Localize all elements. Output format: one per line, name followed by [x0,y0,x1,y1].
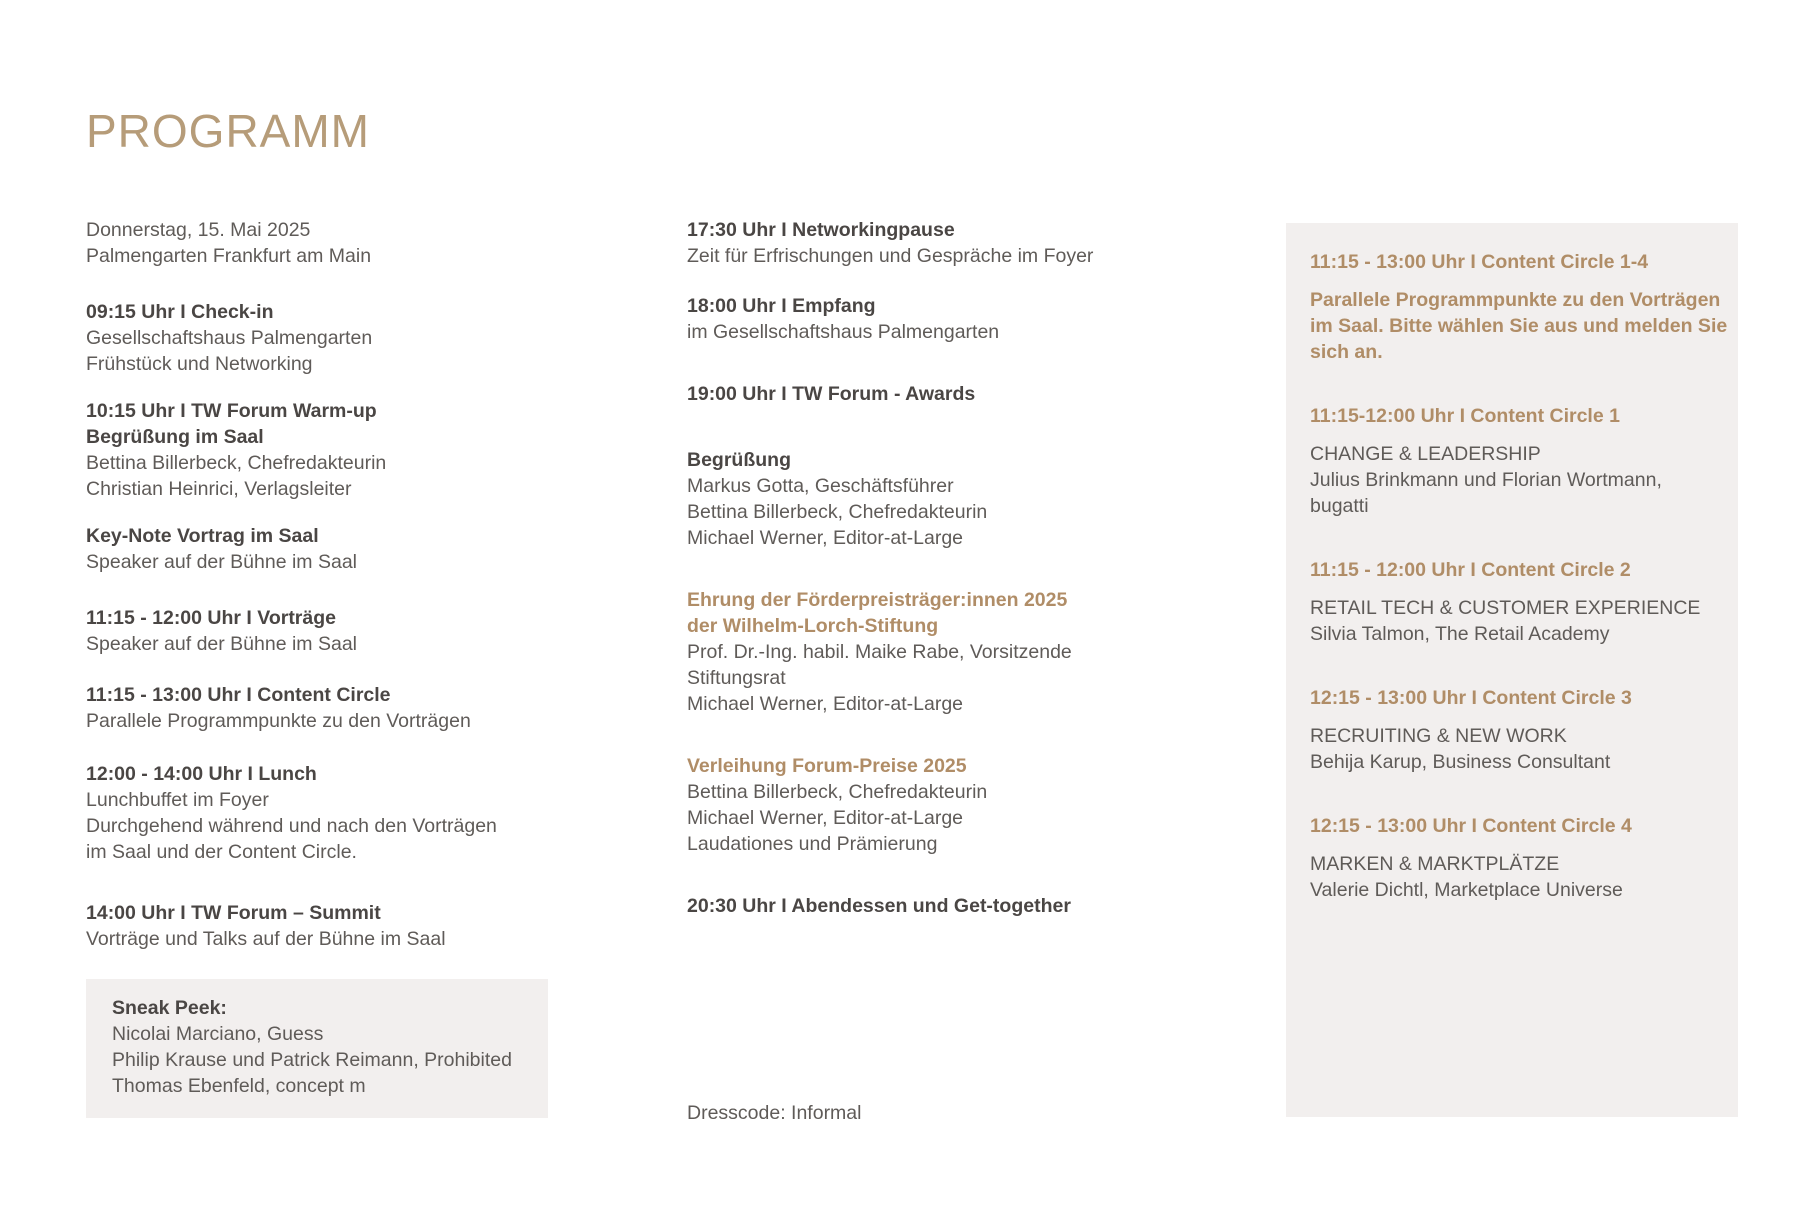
item-line: Christian Heinrici, Verlagsleiter [86,478,352,500]
item-line: Prof. Dr.-Ing. habil. Maike Rabe, Vorsitzende [687,641,1072,663]
sneak-peek-line: Nicolai Marciano, Guess [112,1023,324,1045]
item-line: Michael Werner, Editor-at-Large [687,693,964,715]
item-line: Zeit für Erfrischungen und Gespräche im Foyer [687,245,1094,267]
circle-heading: 11:15-12:00 Uhr I Content Circle 1 [1310,405,1620,427]
item-line: Speaker auf der Bühne im Saal [86,551,358,573]
item-line: Bettina Billerbeck, Chefredakteurin [86,452,387,474]
item-heading: 14:00 Uhr I TW Forum – Summit [86,902,381,924]
program-column-2 [687,217,1247,919]
content-circle-item [1310,557,1714,647]
item-heading: 10:15 Uhr I TW Forum Warm-up [86,400,377,422]
item-line: Frühstück und Networking [86,353,313,375]
content-circle-item [1310,813,1714,903]
item-subheading: Begrüßung im Saal [86,426,264,448]
circle-topic: RECRUITING & NEW WORK [1310,725,1567,747]
dresscode: Dresscode: Informal [687,1102,862,1124]
item-heading: 19:00 Uhr I TW Forum - Awards [687,383,976,405]
content-circle-item [1310,403,1714,519]
program-item [86,900,606,952]
content-circle-intro-heading: 11:15 - 13:00 Uhr I Content Circle 1-4 [1310,251,1649,273]
circle-heading: 12:15 - 13:00 Uhr I Content Circle 3 [1310,687,1632,709]
circle-topic: CHANGE & LEADERSHIP [1310,443,1541,465]
item-line: Vorträge und Talks auf der Bühne im Saal [86,928,446,950]
item-line: Parallele Programmpunkte zu den Vorträgen [86,710,471,732]
page-title: PROGRAMM [86,105,370,157]
event-date: Donnerstag, 15. Mai 2025 [86,219,311,241]
program-item [687,381,1247,407]
item-heading: 17:30 Uhr I Networkingpause [687,219,955,241]
circle-line: Behija Karup, Business Consultant [1310,751,1611,773]
item-heading: Begrüßung [687,449,791,471]
program-item [687,293,1247,345]
program-item [86,523,606,575]
circle-line: bugatti [1310,495,1369,517]
item-line: im Saal und der Content Circle. [86,841,357,863]
item-heading: 11:15 - 13:00 Uhr I Content Circle [86,684,391,706]
sneak-peek-line: Philip Krause und Patrick Reimann, Prohibited [112,1049,512,1071]
content-circle-panel [1286,223,1738,1117]
item-heading-highlight: Ehrung der Förderpreisträger:innen 2025 [687,589,1068,611]
program-item [687,893,1247,919]
item-line: Michael Werner, Editor-at-Large [687,527,964,549]
item-heading: 09:15 Uhr I Check-in [86,301,274,323]
item-heading: 12:00 - 14:00 Uhr I Lunch [86,763,317,785]
item-heading: Key-Note Vortrag im Saal [86,525,319,547]
item-line: im Gesellschaftshaus Palmengarten [687,321,1000,343]
item-line: Bettina Billerbeck, Chefredakteurin [687,501,988,523]
event-venue: Palmengarten Frankfurt am Main [86,245,372,267]
item-line: Speaker auf der Bühne im Saal [86,633,358,655]
item-line: Durchgehend während und nach den Vorträgen [86,815,497,837]
program-item [687,753,1247,857]
item-heading-highlight: der Wilhelm-Lorch-Stiftung [687,615,939,637]
circle-line: Julius Brinkmann und Florian Wortmann, [1310,469,1662,491]
content-circle-intro-text: Parallele Programmpunkte zu den Vorträgen im Saal. Bitte wählen Sie aus und melden Sie sich an. [1310,289,1728,363]
event-info [86,217,606,269]
program-item [86,682,606,734]
item-line: Laudationes und Prämierung [687,833,938,855]
program-item [687,587,1247,717]
program-item [86,761,606,865]
program-item [86,605,606,657]
circle-line: Silvia Talmon, The Retail Academy [1310,623,1610,645]
item-heading: 18:00 Uhr I Empfang [687,295,876,317]
content-circle-item [1310,685,1714,775]
item-heading: 20:30 Uhr I Abendessen und Get-together [687,895,1071,917]
program-item [86,299,606,377]
sneak-peek-heading: Sneak Peek: [112,997,227,1019]
circle-heading: 12:15 - 13:00 Uhr I Content Circle 4 [1310,815,1632,837]
program-item [687,217,1247,269]
item-line: Lunchbuffet im Foyer [86,789,269,811]
sneak-peek-line: Thomas Ebenfeld, concept m [112,1075,366,1097]
item-line: Bettina Billerbeck, Chefredakteurin [687,781,988,803]
circle-line: Valerie Dichtl, Marketplace Universe [1310,879,1623,901]
sneak-peek-box [86,979,548,1118]
item-line: Michael Werner, Editor-at-Large [687,807,964,829]
item-heading-highlight: Verleihung Forum-Preise 2025 [687,755,967,777]
item-line: Stiftungsrat [687,667,786,689]
item-line: Gesellschaftshaus Palmengarten [86,327,373,349]
program-item [687,447,1247,551]
item-heading: 11:15 - 12:00 Uhr I Vorträge [86,607,336,629]
circle-topic: MARKEN & MARKTPLÄTZE [1310,853,1560,875]
program-item [86,398,606,502]
item-line: Markus Gotta, Geschäftsführer [687,475,954,497]
program-column-1 [86,217,606,952]
circle-heading: 11:15 - 12:00 Uhr I Content Circle 2 [1310,559,1631,581]
circle-topic: RETAIL TECH & CUSTOMER EXPERIENCE [1310,597,1701,619]
